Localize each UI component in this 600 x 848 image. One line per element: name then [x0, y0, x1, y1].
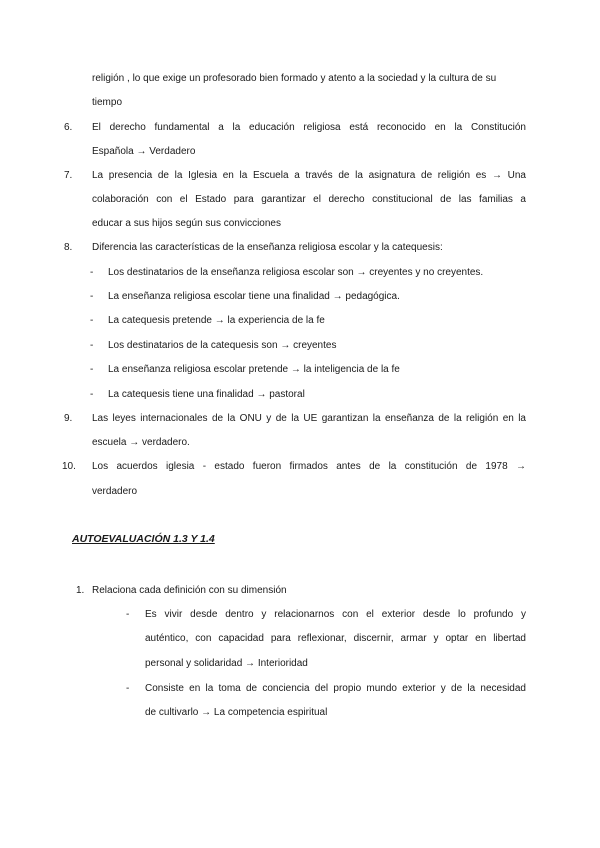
list2-bullet-1-line-2: auténtico, con capacidad para reflexionar, discernir, armar y optar en libertad: [145, 633, 526, 644]
item-7-line-1: La presencia de la Iglesia en la Escuela a través de la asignatura de religión es → Una: [92, 170, 526, 181]
item-8-bullet-3-marker: -: [90, 315, 94, 326]
item-8-bullet-5-marker: -: [90, 364, 94, 375]
item-6-line-2: Española → Verdadero: [92, 146, 196, 157]
item-6-number: 6.: [64, 122, 73, 133]
continuation-line-2: tiempo: [92, 97, 123, 108]
item-9-line-1: Las leyes internacionales de la ONU y de la UE garantizan la enseñanza de la religión en la: [92, 413, 526, 424]
item-7-line-3: educar a sus hijos según sus convicciones: [92, 218, 281, 229]
item-8-bullet-1-marker: -: [90, 267, 94, 278]
item-8-bullet-2: La enseñanza religiosa escolar tiene una finalidad → pedagógica.: [108, 291, 400, 302]
section-heading: AUTOEVALUACIÓN 1.3 Y 1.4: [72, 533, 215, 545]
item-10-line-1: Los acuerdos iglesia - estado fueron firmados antes de la constitución de 1978 →: [92, 461, 526, 472]
item-8-bullet-4: Los destinatarios de la catequesis son → creyentes: [108, 340, 337, 351]
item-10-line-2: verdadero: [92, 486, 138, 497]
item-8-bullet-3: La catequesis pretende → la experiencia de la fe: [108, 315, 325, 326]
item-7-line-2: colaboración con el Estado para garantizar el derecho constitucional de las familias a: [92, 194, 526, 205]
item-10-number: 10.: [62, 461, 76, 472]
item-7-number: 7.: [64, 170, 73, 181]
list2-item-1-number: 1.: [76, 585, 85, 596]
list2-bullet-1-line-3: personal y solidaridad → Interioridad: [145, 658, 308, 669]
item-8-bullet-6: La catequesis tiene una finalidad → pastoral: [108, 389, 305, 400]
continuation-line-1: religión , lo que exige un profesorado bien formado y atento a la sociedad y la cultura de su: [92, 73, 497, 84]
list2-bullet-2-line-2: de cultivarlo → La competencia espiritual: [145, 707, 328, 718]
list2-bullet-1-line-1: Es vivir desde dentro y relacionarnos con el exterior desde lo profundo y: [145, 609, 526, 620]
item-6-line-1: El derecho fundamental a la educación religiosa está reconocido en la Constitución: [92, 122, 526, 133]
item-9-line-2: escuela → verdadero.: [92, 437, 190, 448]
item-8-bullet-4-marker: -: [90, 340, 94, 351]
item-8-bullet-1: Los destinatarios de la enseñanza religiosa escolar son → creyentes y no creyentes.: [108, 267, 484, 278]
item-8-number: 8.: [64, 242, 73, 253]
item-8-bullet-2-marker: -: [90, 291, 94, 302]
list2-bullet-2-marker: -: [126, 683, 130, 694]
item-8-bullet-5: La enseñanza religiosa escolar pretende → la inteligencia de la fe: [108, 364, 400, 375]
item-8-bullet-6-marker: -: [90, 389, 94, 400]
item-8-text: Diferencia las características de la enseñanza religiosa escolar y la catequesis:: [92, 242, 443, 253]
list2-bullet-2-line-1: Consiste en la toma de conciencia del propio mundo exterior y de la necesidad: [145, 683, 526, 694]
list2-bullet-1-marker: -: [126, 609, 130, 620]
item-9-number: 9.: [64, 413, 73, 424]
list2-item-1-text: Relaciona cada definición con su dimensión: [92, 585, 287, 596]
